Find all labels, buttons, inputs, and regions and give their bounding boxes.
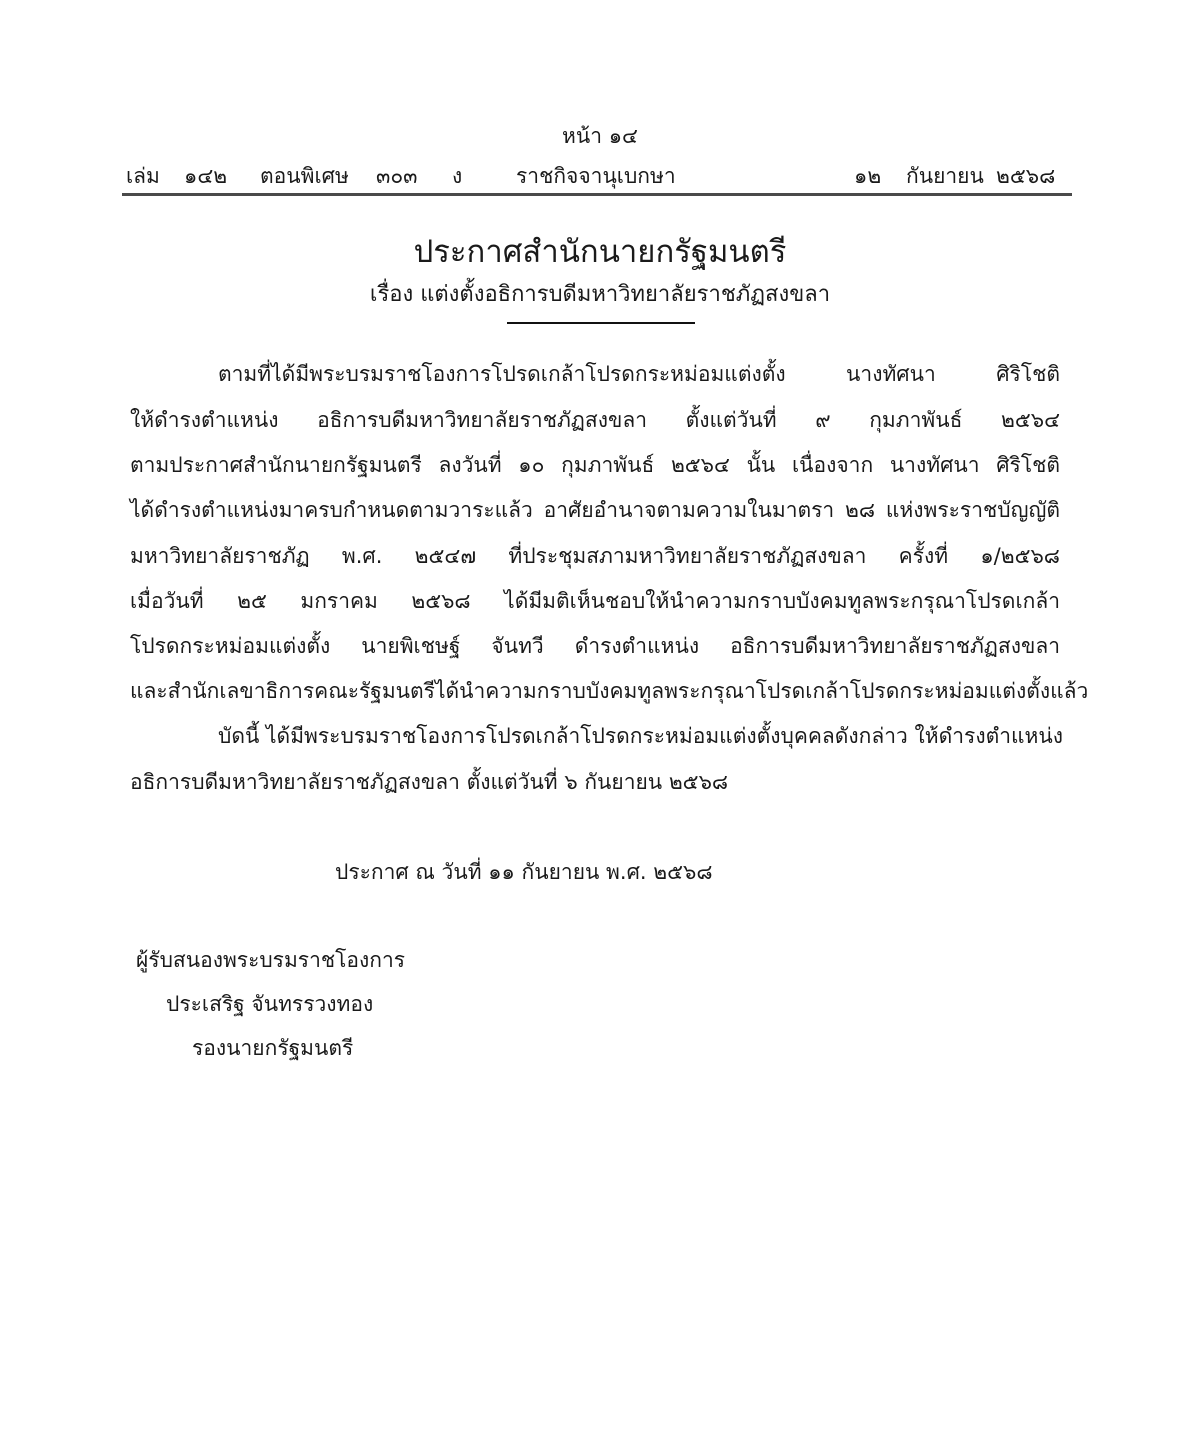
body-line: มหาวิทยาลัยราชภัฏ พ.ศ. ๒๕๔๗ ที่ประชุมสภามหาวิทยาลัยราชภัฏสงขลา ครั้งที่ ๑/๒๕๖๘ [130, 544, 1060, 568]
body-line: อธิการบดีมหาวิทยาลัยราชภัฏสงขลา ตั้งแต่วันที่ ๖ กันยายน ๒๕๖๘ [130, 770, 729, 794]
header-date-month: กันยายน [906, 164, 984, 188]
signatory-name: ประเสริฐ จันทรรวงทอง [166, 992, 374, 1016]
body-line: บัดนี้ ได้มีพระบรมราชโองการโปรดเกล้าโปรดกระหม่อมแต่งตั้งบุคคลดังกล่าว ให้ดำรงตำแหน่ง [218, 724, 1063, 748]
issue-number: ๓๐๓ [376, 164, 418, 188]
announcement-date: ประกาศ ณ วันที่ ๑๑ กันยายน พ.ศ. ๒๕๖๘ [335, 860, 713, 884]
header-date-day: ๑๒ [854, 164, 882, 188]
header-divider [122, 193, 1072, 196]
body-line: ตามที่ได้มีพระบรมราชโองการโปรดเกล้าโปรดกระหม่อมแต่งตั้ง นางทัศนา ศิริโชติ [218, 362, 1060, 386]
volume-number: ๑๔๒ [184, 164, 228, 188]
section-letter: ง [452, 164, 463, 188]
document-title: ประกาศสำนักนายกรัฐมนตรี [413, 234, 787, 270]
body-line: เมื่อวันที่ ๒๕ มกราคม ๒๕๖๘ ได้มีมติเห็นชอบให้นำความกราบบังคมทูลพระกรุณาโปรดเกล้า [130, 589, 1060, 613]
volume-label: เล่ม [126, 164, 160, 188]
body-line: และสำนักเลขาธิการคณะรัฐมนตรีได้นำความกราบบังคมทูลพระกรุณาโปรดเกล้าโปรดกระหม่อมแต่งตั้งแล้ว [130, 679, 1089, 703]
title-divider [507, 322, 695, 324]
publication-name: ราชกิจจานุเบกษา [516, 164, 676, 188]
body-line: โปรดกระหม่อมแต่งตั้ง นายพิเชษฐ์ จันทวี ดำรงตำแหน่ง อธิการบดีมหาวิทยาลัยราชภัฏสงขลา [130, 634, 1060, 658]
page-number: หน้า ๑๔ [562, 124, 638, 148]
document-subject: เรื่อง แต่งตั้งอธิการบดีมหาวิทยาลัยราชภัฏสงขลา [369, 282, 831, 307]
body-line: ให้ดำรงตำแหน่ง อธิการบดีมหาวิทยาลัยราชภัฏสงขลา ตั้งแต่วันที่ ๙ กุมภาพันธ์ ๒๕๖๔ [130, 408, 1060, 432]
body-line: ตามประกาศสำนักนายกรัฐมนตรี ลงวันที่ ๑๐ กุมภาพันธ์ ๒๕๖๔ นั้น เนื่องจาก นางทัศนา ศิริโชติ [130, 453, 1060, 477]
header-date-year: ๒๕๖๘ [996, 164, 1056, 188]
issue-label: ตอนพิเศษ [260, 164, 349, 188]
body-line: ได้ดำรงตำแหน่งมาครบกำหนดตามวาระแล้ว อาศัยอำนาจตามความในมาตรา ๒๘ แห่งพระราชบัญญัติ [130, 498, 1060, 522]
gazette-header [126, 160, 1072, 190]
countersign-label: ผู้รับสนองพระบรมราชโองการ [136, 948, 406, 972]
signatory-position: รองนายกรัฐมนตรี [192, 1036, 354, 1060]
